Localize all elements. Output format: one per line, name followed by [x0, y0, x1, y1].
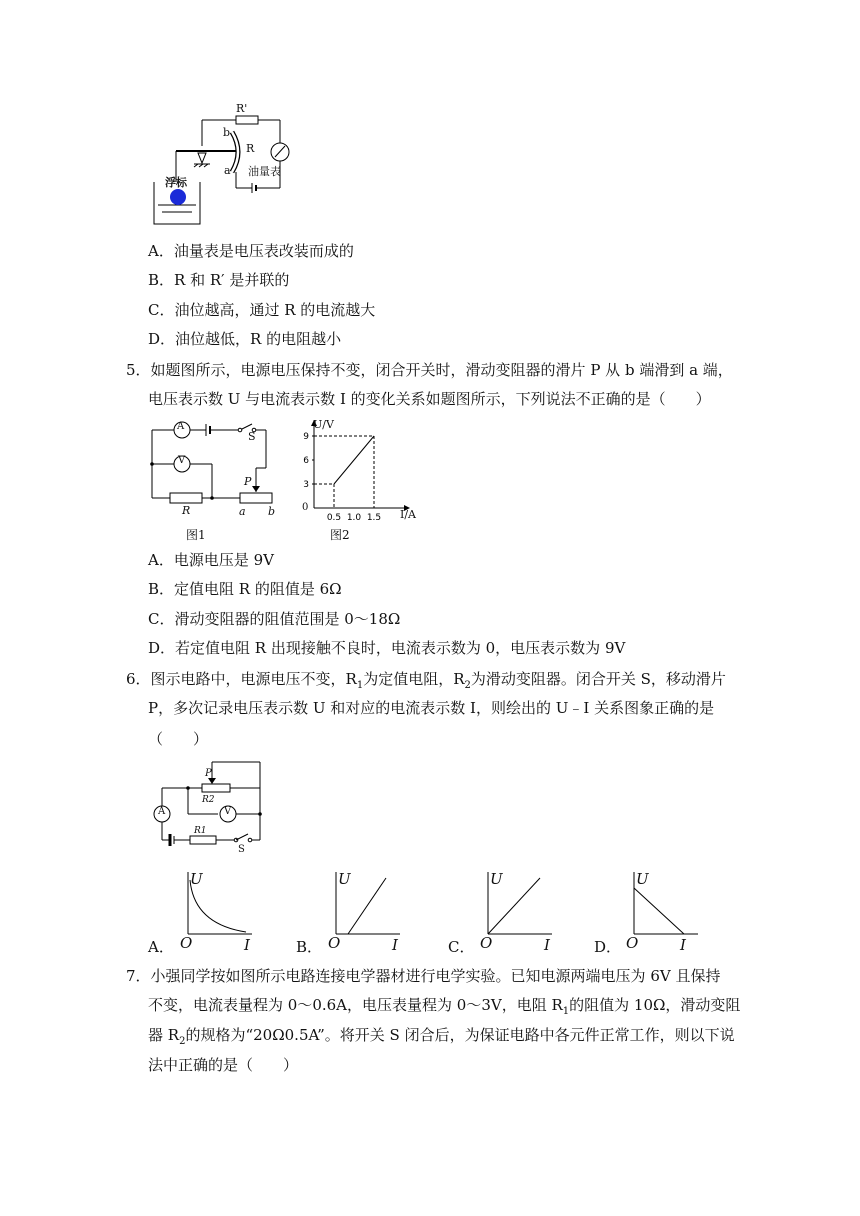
q6-voltmeter-letter: V — [224, 806, 232, 817]
ui-chart — [296, 418, 416, 523]
q4-option-a[interactable]: A．油量表是电压表改装而成的 — [148, 242, 354, 260]
q7-stem-line1: 7．小强同学按如图所示电路连接电学器材进行电学实验。已知电源两端电压为 6V 且保持 — [126, 967, 721, 985]
label-r: R — [246, 142, 255, 155]
q6-ammeter-letter: A — [158, 806, 166, 817]
q7-line2-text-1: 不变，电流表量程为 0～0.6A，电压表量程为 0～3V，电阻 R — [148, 996, 563, 1014]
fig1-end-b: b — [268, 505, 276, 518]
q5-option-b[interactable]: B．定值电阻 R 的阻值是 6Ω — [148, 580, 342, 598]
q6-graph-c[interactable] — [446, 868, 566, 958]
q6-graph-b-i: I — [392, 936, 398, 954]
fig2-origin: 0 — [302, 502, 309, 513]
q6-graph-c-i: I — [544, 936, 550, 954]
q5-stem-line2: 电压表示数 U 与电流表示数 I 的变化关系如题图所示，下列说法不正确的是（ ） — [148, 390, 711, 408]
q6-graph-d[interactable] — [592, 868, 712, 958]
q6-stem-text-1: 6．图示电路中，电源电压不变，R — [126, 670, 357, 688]
label-r-prime: R' — [236, 102, 248, 115]
q6-stem-text-2: 为定值电阻，R — [363, 670, 465, 688]
q4-option-b[interactable]: B．R 和 R′ 是并联的 — [148, 271, 290, 289]
y-tick-label-2: 9 — [303, 432, 309, 442]
q7-line2-text-2: 的阻值为 10Ω，滑动变阻 — [569, 996, 741, 1014]
q6-graph-c-letter: C． — [448, 938, 475, 956]
fig1-switch-label: S — [248, 430, 256, 443]
q5-option-a[interactable]: A．电源电压是 9V — [148, 551, 274, 569]
q6-stem-line1 — [126, 668, 726, 697]
q5-option-c[interactable]: C．滑动变阻器的阻值范围是 0～18Ω — [148, 610, 401, 628]
q6-graph-a-o: O — [180, 934, 193, 952]
fig2-x-axis-label: I/A — [400, 508, 416, 521]
x-tick-label-2: 1.5 — [366, 513, 382, 523]
q7-line3-text-2: 的规格为“20Ω0.5A”。将开关 S 闭合后，为保证电路中各元件正常工作，则以下说 — [185, 1026, 735, 1044]
q5-stem-line1: 5．如题图所示，电源电压保持不变，闭合开关时，滑动变阻器的滑片 P 从 b 端滑到 a 端， — [126, 361, 733, 379]
q7-stem-line2 — [148, 994, 740, 1023]
q6-graph-d-letter: D． — [594, 938, 622, 956]
q6-graph-c-u: U — [490, 870, 503, 888]
fig1-voltmeter-letter: V — [178, 455, 186, 466]
series-line-0 — [334, 436, 374, 484]
q6-graph-a-letter: A． — [148, 938, 174, 956]
x-tick-label-0: 0.5 — [326, 513, 342, 523]
fig1-end-a: a — [239, 505, 246, 518]
q6-graph-c-o: O — [480, 934, 493, 952]
q7-stem-line3 — [148, 1024, 735, 1053]
q6-graph-d-i: I — [680, 936, 686, 954]
fig2-caption: 图2 — [330, 528, 350, 542]
label-float: 浮标 — [165, 176, 187, 189]
q6-circuit-diagram — [148, 758, 278, 858]
q5-fig2 — [296, 418, 416, 543]
q6-graph-b-o: O — [328, 934, 341, 952]
q6-graph-b-u: U — [338, 870, 351, 888]
q6-graph-d-o: O — [626, 934, 639, 952]
q5-circuit-diagram — [148, 418, 288, 518]
x-tick-label-1: 1.0 — [346, 513, 362, 523]
y-tick-label-1: 6 — [303, 456, 309, 466]
fig1-slider-label: P — [244, 475, 252, 488]
q6-stem-line3: （ ） — [148, 730, 209, 748]
q6-graph-d-u: U — [636, 870, 649, 888]
q6-stem-sub-2: 2 — [464, 680, 471, 691]
q6-stem-sub-1: 1 — [356, 680, 364, 691]
label-a: a — [224, 164, 231, 177]
fig1-caption: 图1 — [186, 528, 206, 542]
q6-slider-label: P — [205, 768, 212, 779]
fig2-y-axis-label: U/V — [313, 418, 334, 431]
q6-stem-line2: P，多次记录电压表示数 U 和对应的电流表示数 I，则绘出的 U﹣I 关系图象正确的是 — [148, 699, 715, 717]
fig1-resistor-label: R — [182, 504, 191, 517]
label-b: b — [223, 126, 231, 139]
q5-option-d[interactable]: D．若定值电阻 R 出现接触不良时，电流表示数为 0，电压表示数为 9V — [148, 639, 626, 657]
q7-stem-line4: 法中正确的是（ ） — [148, 1056, 299, 1074]
q6-r2-label: R2 — [202, 795, 215, 805]
q6-graph-b-letter: B． — [296, 938, 323, 956]
q6-graph-a-i: I — [244, 936, 250, 954]
q7-line3-text-1: 器 R — [148, 1026, 180, 1044]
q6-figure — [148, 758, 278, 858]
q5-fig1 — [148, 418, 288, 543]
q6-switch-label: S — [238, 844, 245, 855]
label-gauge: 油量表 — [248, 165, 281, 178]
fig1-ammeter-letter: A — [177, 421, 185, 432]
q6-graph-b[interactable] — [294, 868, 414, 958]
q4-option-d[interactable]: D．油位越低，R 的电阻越小 — [148, 330, 342, 348]
q6-graph-a[interactable] — [146, 868, 266, 958]
q7-line3-sub: 2 — [179, 1036, 186, 1047]
y-tick-label-0: 3 — [303, 480, 309, 490]
q6-graph-a-u: U — [190, 870, 203, 888]
q4-figure — [148, 100, 308, 230]
q6-r1-label: R1 — [194, 826, 207, 836]
q7-line2-sub: 1 — [562, 1006, 570, 1017]
q4-option-c[interactable]: C．油位越高，通过 R 的电流越大 — [148, 301, 376, 319]
q6-stem-text-3: 为滑动变阻器。闭合开关 S，移动滑片 — [470, 670, 726, 688]
